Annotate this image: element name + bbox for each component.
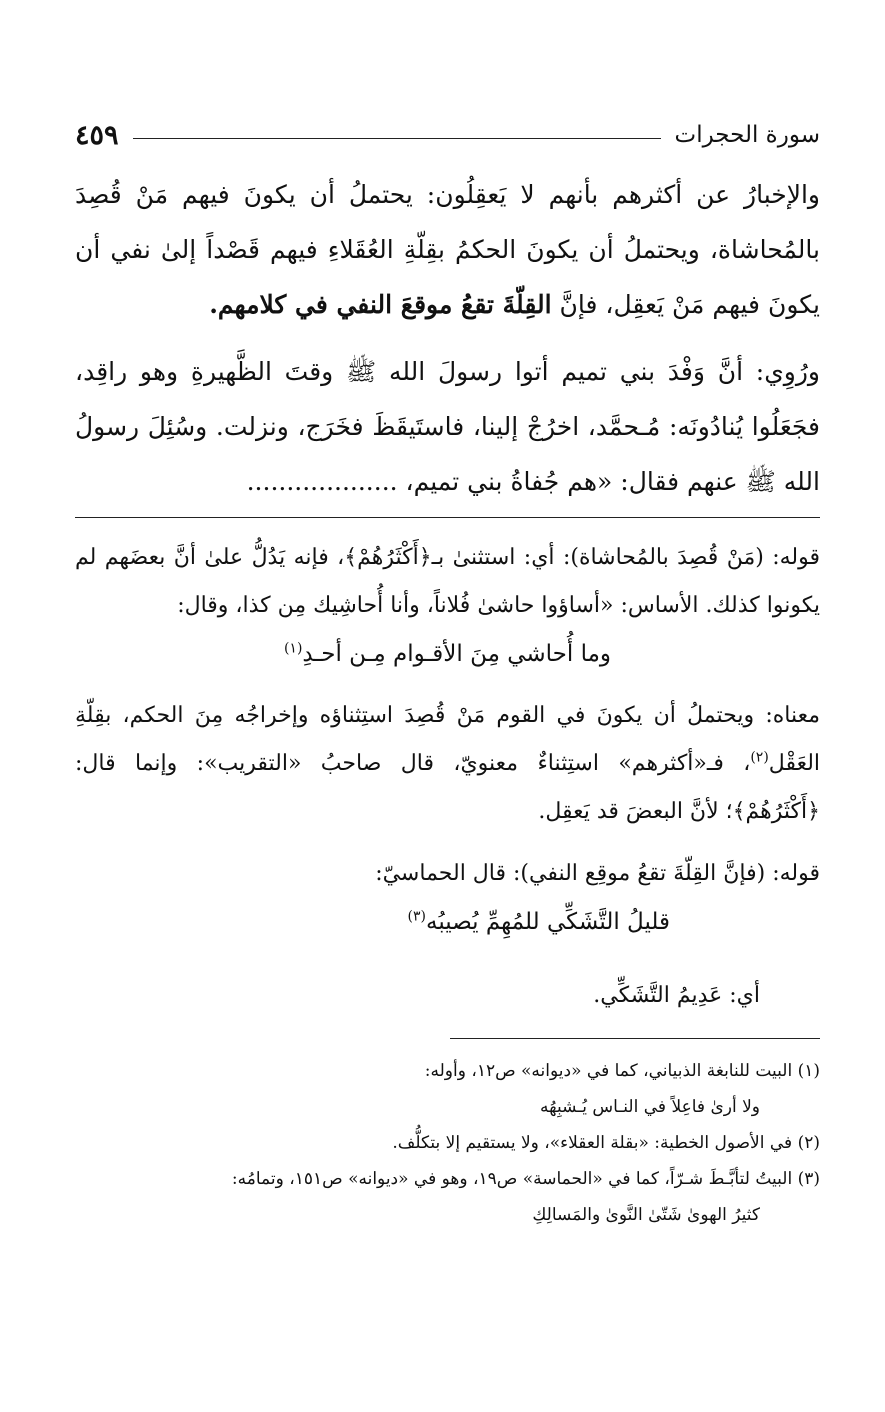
footnote-1: (١) البيت للنابغة الذبياني، كما في «ديوانه» ص١٢، وأوله: [424, 1061, 820, 1081]
footnote-ref-3: (٣) [407, 908, 426, 925]
footnotes [75, 1053, 820, 1233]
page-header [75, 115, 820, 155]
verse-text: قليلُ التَّشَكِّي للمُهِمِّ يُصيبُه [425, 909, 670, 935]
main-line: ورُوِي: أنَّ وَفْدَ بني تميم أتوا رسولَ الله ﷺ وقتَ الظَّهيرةِ وهو راقِد، فجَعَلُوا [75, 357, 821, 441]
footnote-ref-1: (١) [283, 640, 303, 657]
verse-text: وما أُحاشي مِنَ الأقـوام مِـن أحـدِ [302, 641, 612, 667]
main-paragraph-1 [75, 167, 820, 332]
footnote-3-verse: كثيرُ الهوىٰ شَتّىٰ النَّوىٰ والمَسالِكِ [532, 1205, 760, 1225]
main-paragraph-2 [75, 344, 820, 509]
section-divider [75, 517, 820, 518]
main-text [75, 167, 820, 509]
footnote-ref-2: (٢) [750, 749, 769, 766]
main-line: القِلّةَ تقعُ موقعَ النفي في كلامهم. [209, 290, 552, 319]
commentary-line: قوله: (فإنَّ القِلّةَ تقعُ موقِع النفي): قال الحماسيّ: [375, 861, 820, 886]
footnote-1-verse: ولا أرىٰ فاعِلاً في النـاس يُـشبِهُه [540, 1097, 760, 1117]
poetry-verse-1 [75, 630, 820, 678]
surah-title: سورة الحجرات [674, 122, 820, 148]
commentary-paragraph-1 [75, 534, 820, 630]
main-line: ويحتملُ أن يكونَ الحكمُ بقِلّةِ العُقَلاءِ فيهم قَصْداً إلىٰ نفي أن يكونَ فيهم مَنْ يَعقِل، فإنَّ [75, 235, 820, 319]
commentary-paragraph-4 [75, 972, 820, 1020]
commentary-line: قوله: (مَنْ قُصِدَ بالمُحاشاة): أي: استثنىٰ بـ﴿أَكْثَرُهُمْ﴾، فإنه يَدُلُّ علىٰ أنَّ بعضَهم [104, 545, 820, 570]
commentary-line: معناه: ويحتملُ أن يكونَ في القوم مَنْ قُصِدَ استِثناؤه وإخراجُه مِنَ الحكم، بقِلّةِ العَقْل [75, 703, 821, 776]
commentary-line: قد يَعقِل. [538, 799, 619, 824]
main-line: فقال: «هم جُفاةُ بني تميم، ................... [246, 467, 680, 496]
commentary-line: فـ«أكثرهم» استِثناءٌ معنويّ، قال صاحبُ «التقريب»: وإنما قال: ﴿أَكْثَرُهُمْ﴾؛ لأنَّ البعضَ [75, 751, 820, 824]
main-line: والإخبارُ عن أكثرهم بأنهم لا يَعقِلُون: يحتملُ أن يكونَ فيهم مَنْ قُصِدَ بالمُحاشاة، [75, 180, 820, 264]
header-rule [133, 138, 661, 139]
book-page [75, 115, 820, 1233]
poetry-verse-2 [75, 898, 820, 946]
commentary-paragraph-2: معناه: ويحتملُ أن يكونَ في القوم مَنْ قُصِدَ استِثناؤه وإخراجُه مِنَ الحكم، بقِلّةِ العَقْل$^{(٢)}$، فـ«أكثرهم» استِثناءٌ معنويّ، قال صاحبُ «التقريب»: وإنما قال: ﴿أَكْثَرُهُمْ﴾؛ لأنَّ البعضَ قد يَعقِل. [75, 703, 821, 824]
footnote-3: (٣) البيتُ لتأبَّـطَ شـرّاً، كما في «الحماسة» ص١٩، وهو في «ديوانه» ص١٥١، وتمامُه: [231, 1169, 820, 1189]
footnote-rule [450, 1038, 820, 1039]
commentary-paragraph-3 [75, 850, 820, 898]
commentary-line: لم يكونوا كذلك. الأساس: «أساؤوا حاشىٰ فُلاناً، وأنا أُحاشِيك مِن كذا، وقال: [75, 545, 820, 618]
footnote-2: (٢) في الأصول الخطية: «بقلة العقلاء»، ولا يستقيم إلا بتكلُّف. [392, 1133, 820, 1153]
page-number: ٤٥٩ [75, 119, 119, 151]
commentary [75, 534, 820, 1020]
commentary-line: أي: عَدِيمُ التَّشَكِّي. [593, 983, 760, 1008]
main-line: يُنادُونَه: مُـحمَّد، اخرُجْ إلينا، فاستَيقَظَ فخَرَج، ونزلت. وسُئِلَ رسولُ الله ﷺ عنهم [75, 412, 820, 496]
